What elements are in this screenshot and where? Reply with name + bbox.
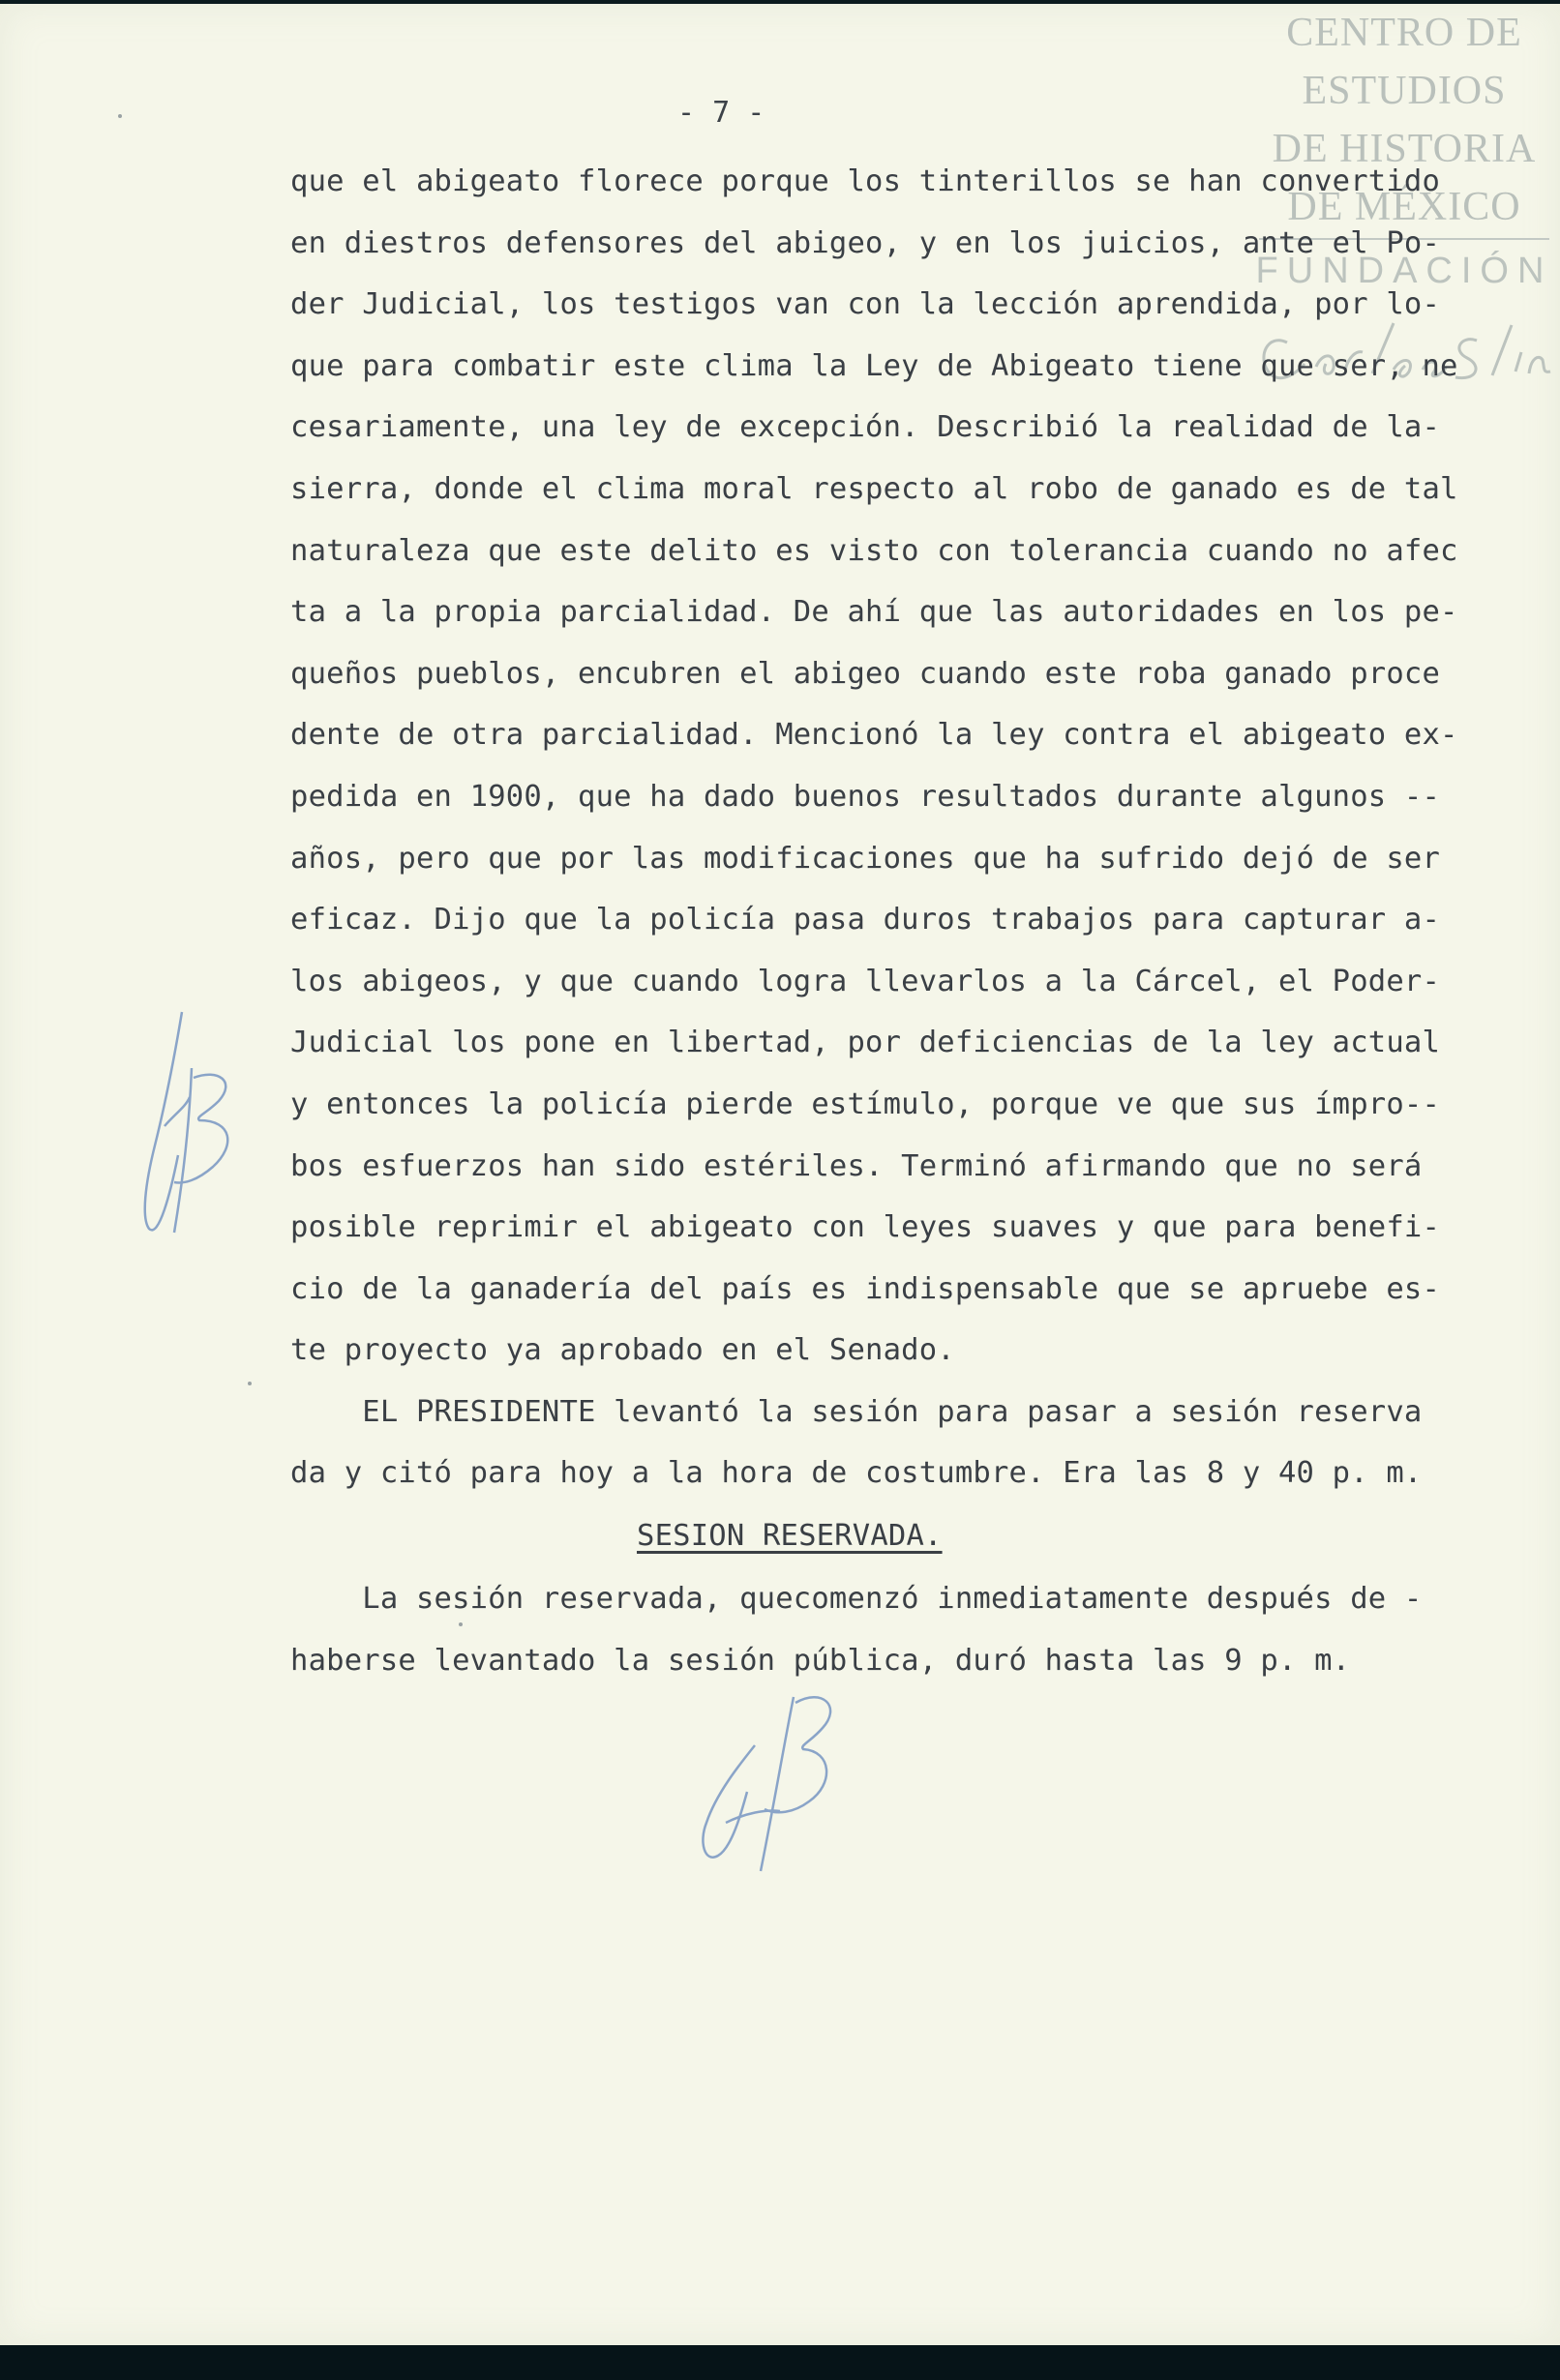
text-line: que el abigeato florece porque los tinterillos se han convertido: [290, 164, 1441, 198]
section-heading: SESION RESERVADA.: [637, 1519, 943, 1554]
text-line: años, pero que por las modificaciones que ha sufrido dejó de ser: [290, 841, 1441, 876]
text-line: Judicial los pone en libertad, por deficiencias de la ley actual: [290, 1026, 1441, 1060]
text-line: los abigeos, y que cuando logra llevarlos a la Cárcel, el Poder-: [290, 964, 1441, 998]
text-line: y entonces la policía pierde estímulo, porque ve que sus ímpro--: [290, 1086, 1441, 1121]
text-line: en diestros defensores del abigeo, y en los juicios, ante el Po-: [290, 225, 1441, 260]
handwritten-initials-icon: [135, 1000, 252, 1252]
paper-speck: [248, 1382, 252, 1385]
text-line: La sesión reservada, quecomenzó inmediatamente después de -: [290, 1582, 1423, 1617]
text-line: dente de otra parcialidad. Mencionó la ley contra el abigeato ex-: [290, 718, 1458, 753]
text-line: cio de la ganadería del país es indispensable que se apruebe es-: [290, 1271, 1441, 1306]
handwritten-initials-icon: [687, 1678, 861, 1881]
text-line: cesariamente, una ley de excepción. Describió la realidad de la-: [290, 410, 1441, 445]
document-page: [0, 4, 1560, 2345]
text-line: queños pueblos, encubren el abigeo cuando este roba ganado proce: [290, 656, 1441, 691]
text-line: der Judicial, los testigos van con la lección aprendida, por lo-: [290, 287, 1441, 322]
document-body: [290, 151, 1490, 1691]
watermark-foundation: FUNDACIÓN: [1255, 251, 1553, 291]
text-line: te proyecto ya aprobado en el Senado.: [290, 1333, 955, 1368]
text-line: ta a la propia parcialidad. De ahí que las autoridades en los pe-: [290, 595, 1458, 630]
text-line: posible reprimir el abigeato con leyes suaves y que para benefi-: [290, 1210, 1441, 1245]
text-line: EL PRESIDENTE levantó la sesión para pasar a sesión reserva: [290, 1394, 1423, 1429]
text-line: da y citó para hoy a la hora de costumbre. Era las 8 y 40 p. m.: [290, 1456, 1423, 1491]
text-line: bos esfuerzos han sido estériles. Terminó afirmando que no será: [290, 1148, 1423, 1183]
paper-speck: [118, 114, 122, 118]
text-line: que para combatir este clima la Ley de Abigeato tiene que ser, ne: [290, 348, 1458, 383]
page-number: - 7 -: [677, 96, 765, 130]
watermark-line-2: ESTUDIOS: [1302, 69, 1507, 113]
text-line: naturaleza que este delito es visto con tolerancia cuando no afec: [290, 533, 1458, 568]
watermark-line-3: DE HISTORIA: [1272, 127, 1537, 171]
text-line: haberse levantado la sesión pública, duró hasta las 9 p. m.: [290, 1643, 1351, 1678]
watermark-line-4: DE MÉXICO: [1287, 185, 1521, 229]
text-line: pedida en 1900, que ha dado buenos resultados durante algunos --: [290, 779, 1441, 814]
watermark-line-1: CENTRO DE: [1286, 11, 1522, 55]
text-line: sierra, donde el clima moral respecto al robo de ganado es de tal: [290, 471, 1458, 506]
paper-speck: [459, 1622, 463, 1626]
text-line: eficaz. Dijo que la policía pasa duros trabajos para capturar a-: [290, 903, 1441, 937]
